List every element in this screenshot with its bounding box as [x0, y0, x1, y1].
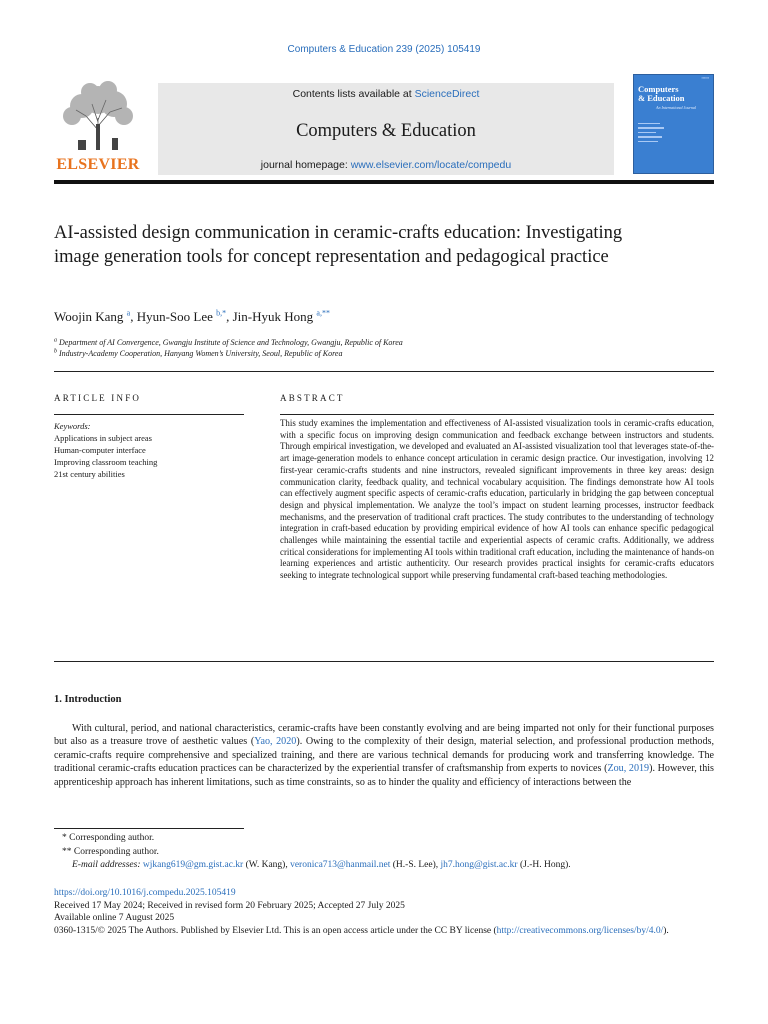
journal-banner [158, 83, 614, 175]
footnote-corresponding: ** Corresponding author. [62, 846, 159, 857]
introduction-paragraph: With cultural, period, and national characteristics, ceramic-crafts have been constantly evolving and are being imparted not only for their functional purposes but also as a treasure trove of aesthetic values (Yao, 2020). Owing to the complexity of their design, material selection, and professional production methods, ceramic-crafts require comprehensive and specialized training, and there are various technical demands for producing work and transferring knowledge. The traditional ceramic-crafts education practices can be characterized by the experiential transfer of craftsmanship from experts to novices (Zou, 2019). However, this apprenticeship approach has inherent limitations, such as time constraints, so as to hinder the quality and efficiency of interactions between the [54, 723, 714, 788]
doi-link[interactable]: https://doi.org/10.1016/j.compedu.2025.105419 [54, 888, 236, 898]
citation-link[interactable]: Computers & Education 239 (2025) 105419 [287, 44, 481, 55]
email-link[interactable]: wjkang619@gm.gist.ac.kr [142, 860, 244, 870]
journal-citation[interactable] [0, 44, 768, 55]
keywords-label: Keywords: [54, 421, 91, 431]
reference-link[interactable]: Yao, 2020 [254, 736, 297, 748]
homepage-line: journal homepage: www.elsevier.com/locate/compedu [260, 159, 512, 171]
reference-link[interactable]: Zou, 2019 [607, 763, 650, 775]
author-name[interactable]: Hyun-Soo Lee [136, 309, 213, 324]
header-divider [54, 180, 714, 184]
contents-line: Contents lists available at ScienceDirect [292, 88, 480, 100]
author-name[interactable]: Jin-Hyuk Hong [232, 309, 314, 324]
abstract-divider [54, 661, 714, 662]
introduction-heading: 1. Introduction [54, 694, 122, 705]
abstract-heading: ABSTRACT [280, 393, 345, 403]
elsevier-logo[interactable] [54, 76, 142, 176]
cover-decorative-lines [638, 123, 664, 145]
author-affiliation-mark[interactable]: b,* [216, 308, 227, 318]
keywords-section [54, 414, 244, 480]
journal-title: Computers & Education [296, 121, 476, 141]
footnote-corresponding: * Corresponding author. [62, 833, 155, 843]
elsevier-wordmark: ELSEVIER [56, 156, 140, 173]
section-divider [54, 371, 714, 372]
author-name[interactable]: Woojin Kang [54, 309, 124, 324]
homepage-link[interactable]: www.elsevier.com/locate/compedu [350, 159, 512, 171]
article-info-heading: ARTICLE INFO [54, 393, 142, 403]
affiliation-item: $^b$ Industry-Academy Cooperation, Hanyang Women’s University, Seoul, Republic of Korea [54, 348, 343, 358]
abstract-text: This study examines the implementation and effectiveness of AI-assisted visualization tools in ceramic-crafts education, with a specific focus on improving design communication and feedback exchange between instructors and students. Through empirical investigation, we developed and evaluated an AI-assisted visualization tool that leverages state-of-the-art image-generation models to enhance concept articulation in ceramic design practice. Our investigation, involving 12 first-year ceramic-crafts students and nine instructors, revealed significant improvements in three key areas: design communication clarity, feedback quality, and technical vocabulary acquisition. The findings demonstrate how AI tools can effectively augment specific aspects of ceramic-crafts education, particularly in bridging the gap between conceptual design and physical implementation. We analyze the tool’s impact on student learning processes, instructor feedback mechanisms, and the preservation of traditional craft practices. The study contributes to the understanding of technology integration in craft-based education by providing empirical evidence of how AI tools can enhance specific pedagogical challenges while maintaining the essential tactile and experiential aspects of ceramic crafts. Additionally, we address critical considerations for implementing AI tools within traditional craft education, including the maintenance of hands-on learning experiences and artistic authenticity. Our research provides practical insights for ceramic-crafts educators seeking to integrate technological support while preserving fundamental craft-based teaching methodologies. [280, 414, 714, 582]
available-online: Available online 7 August 2025 [54, 913, 175, 923]
email-link[interactable]: veronica713@hanmail.net [290, 860, 391, 870]
footnote-divider [54, 828, 244, 829]
author-affiliation-mark[interactable]: a,** [316, 308, 330, 318]
received-dates: Received 17 May 2024; Received in revised form 20 February 2025; Accepted 27 July 2025 [54, 900, 405, 911]
journal-cover-thumbnail[interactable] [633, 74, 714, 174]
affiliation-item: $^a$ Department of AI Convergence, Gwangju Institute of Science and Technology, Gwangju, Republic of Korea [54, 337, 403, 347]
sciencedirect-link[interactable]: ScienceDirect [414, 88, 480, 100]
license-text: 0360-1315/© 2025 The Authors. Published by Elsevier Ltd. This is an open access article under the CC BY license (http://creativecommons.org/licenses/by/4.0/). [54, 925, 669, 936]
keyword-item: Human-computer interface [54, 445, 146, 455]
keyword-item: Improving classroom teaching [54, 457, 158, 467]
keyword-item: 21st century abilities [54, 469, 125, 479]
email-link[interactable]: jh7.hong@gist.ac.kr [440, 860, 518, 870]
license-link[interactable]: http://creativecommons.org/licenses/by/4.0/ [496, 925, 664, 936]
cover-subtitle: An International Journal [656, 105, 696, 110]
journal-header [54, 76, 714, 176]
cover-issue-mark: ▪▪▪▪▪▪ [701, 76, 709, 80]
affiliations [54, 337, 403, 359]
elsevier-tree-icon [58, 80, 138, 152]
footnotes [54, 832, 571, 873]
footnote-emails: E-mail addresses: wjkang619@gm.gist.ac.kr (W. Kang), veronica713@hanmail.net (H.-S. Lee), jh7.hong@gist.ac.kr (J.-H. Hong). [72, 860, 571, 870]
publication-info [54, 887, 714, 937]
author-list: Woojin Kang $^a$, Hyun-Soo Lee $^{b,*}$, Jin-Hyuk Hong $^{a,**}$ [54, 308, 330, 324]
cover-title: Computers & Education [638, 84, 685, 103]
author-affiliation-mark[interactable]: a [126, 308, 131, 318]
keyword-item: Applications in subject areas [54, 433, 152, 443]
paper-title: AI-assisted design communication in ceramic-crafts education: Investigating image generation tools for concept representation and pedagogical practice [54, 223, 623, 267]
